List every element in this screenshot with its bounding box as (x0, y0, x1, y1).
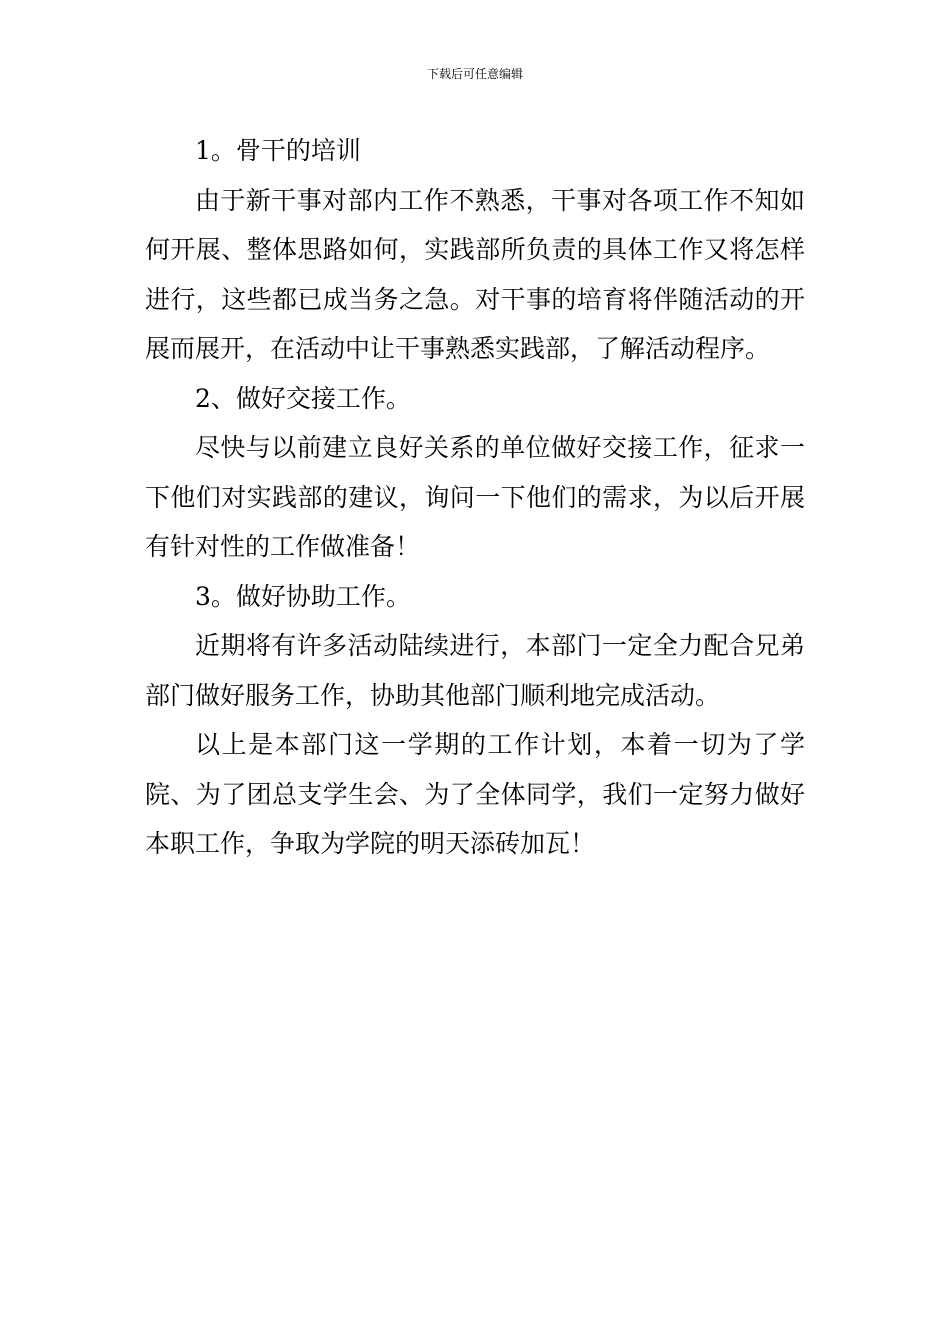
section-heading-1: 1。骨干的培训 (195, 136, 361, 165)
header-note: 下载后可任意编辑 (426, 67, 523, 81)
paragraph-conclusion: 以上是本部门这一学期的工作计划，本着一切为了学院、为了团总支学生会、为了全体同学，我们一定努力做好本职工作，争取为学院的明天添砖加瓦！ (145, 730, 805, 858)
section-heading-2: 2、做好交接工作。 (195, 383, 411, 413)
paragraph-2: 尽快与以前建立良好关系的单位做好交接工作，征求一下他们对实践部的建议，询问一下他们的需求，为以后开展有针对性的工作做准备！ (145, 433, 805, 561)
document-body (145, 126, 805, 869)
section-heading-3: 3。做好协助工作。 (195, 581, 411, 611)
paragraph-1: 由于新干事对部内工作不熟悉，干事对各项工作不知如何开展、整体思路如何，实践部所负责的具体工作又将怎样进行，这些都已成当务之急。对干事的培育将伴随活动的开展而展开，在活动中让干事熟悉实践部，了解活动程序。 (145, 185, 805, 363)
paragraph-3: 近期将有许多活动陆续进行，本部门一定全力配合兄弟部门做好服务工作，协助其他部门顺利地完成活动。 (145, 631, 805, 710)
